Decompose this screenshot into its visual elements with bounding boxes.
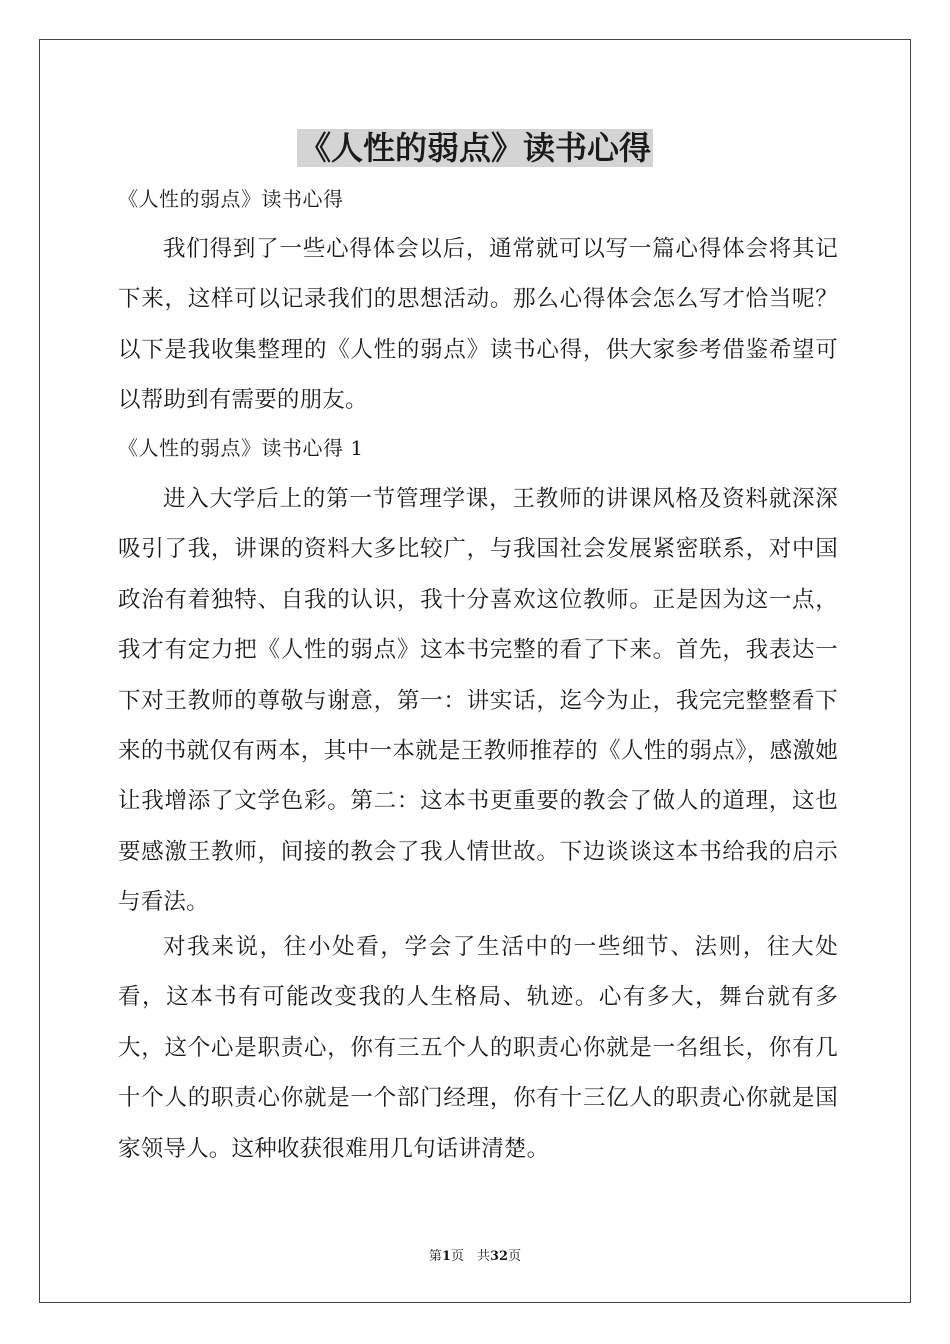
subheading-section-1: 《人性的弱点》读书心得 1	[118, 436, 364, 460]
document-title	[0, 126, 950, 170]
footer-prefix: 第	[428, 1249, 442, 1264]
footer-mid: 页 共	[450, 1249, 490, 1264]
footer-suffix: 页	[508, 1249, 522, 1264]
body-paragraph-2: 对我来说，往小处看，学会了生活中的一些细节、法则，往大处看，这本书有可能改变我的人生格局、轨迹。心有多大，舞台就有多大，这个心是职责心，你有三五个人的职责心你就是一名组长，你有几十个人的职责心你就是一个部门经理，你有十三亿人的职责心你就是国家领导人。这种收获很难用几句话讲清楚。	[118, 934, 838, 1162]
subheading-title: 《人性的弱点》读书心得	[118, 187, 344, 211]
document-title-text: 《人性的弱点》读书心得	[298, 129, 651, 167]
intro-paragraph: 我们得到了一些心得体会以后，通常就可以写一篇心得体会将其记下来，这样可以记录我们的思想活动。那么心得体会怎么写才恰当呢？以下是我收集整理的《人性的弱点》读书心得，供大家参考借鉴希望可以帮助到有需要的朋友。	[118, 236, 838, 414]
body-paragraph-1: 进入大学后上的第一节管理学课，王教师的讲课风格及资料就深深吸引了我，讲课的资料大多比较广，与我国社会发展紧密联系，对中国政治有着独特、自我的认识，我十分喜欢这位教师。正是因为这一点，我才有定力把《人性的弱点》这本书完整的看了下来。首先，我表达一下对王教师的尊敬与谢意，第一：讲实话，迄今为止，我完完整整看下来的书就仅有两本，其中一本就是王教师推荐的《人性的弱点》，感激她让我增添了文学色彩。第二：这本书更重要的教会了做人的道理，这也要感激王教师，间接的教会了我人情世故。下边谈谈这本书给我的启示与看法。	[118, 486, 838, 916]
footer-current-page: 1	[441, 1249, 451, 1264]
page-footer	[0, 1248, 950, 1266]
footer-total-pages: 32	[489, 1249, 509, 1264]
